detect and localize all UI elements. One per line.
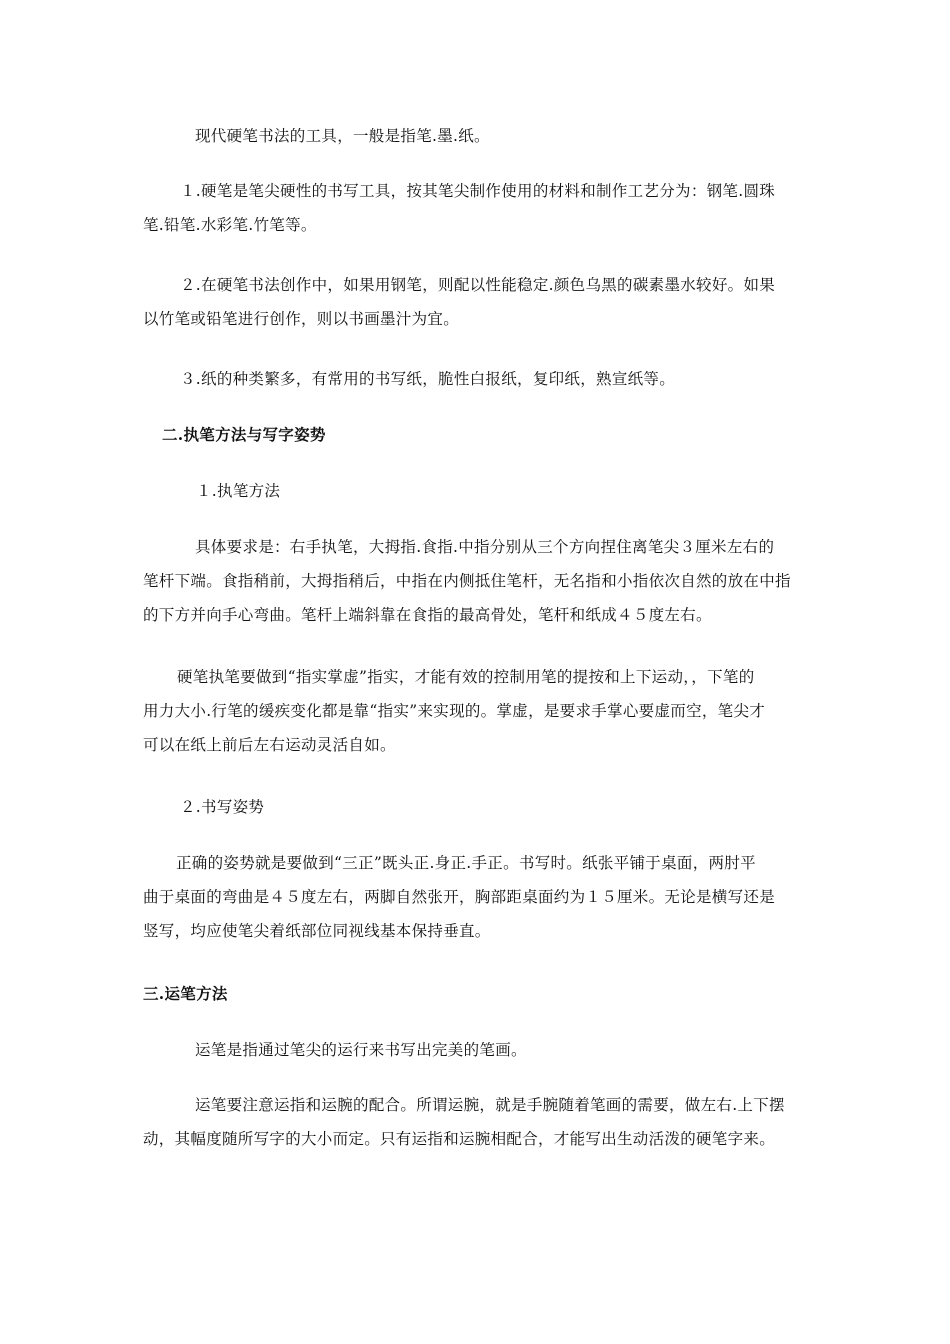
section-2-paragraph-3-line-1: 正确的姿势就是要做到“三正”既头正.身正.手正。书写时。纸张平铺于桌面，两肘平: [176, 854, 756, 872]
section-2-paragraph-2-line-2: 用力大小.行笔的缓疾变化都是靠“指实”来实现的。掌虚，是要求手掌心要虚而空，笔尖才: [143, 702, 766, 720]
section-2-sub-1: [143, 474, 808, 508]
section-2-paragraph-3-line-3: 竖写，均应使笔尖着纸部位同视线基本保持垂直。: [143, 922, 491, 940]
tools-item-3: [143, 362, 808, 396]
tools-item-1: [143, 174, 808, 242]
section-2-paragraph-2: [143, 660, 808, 762]
section-3-paragraph-2: [143, 1088, 808, 1156]
section-2-paragraph-1-line-1: 具体要求是：右手执笔，大拇指.食指.中指分别从三个方向捏住离笔尖３厘米左右的: [195, 538, 775, 556]
section-2-paragraph-1-line-3: 的下方并向手心弯曲。笔杆上端斜靠在食指的最高骨处，笔杆和纸成４５度左右。: [143, 606, 712, 624]
section-3-paragraph-1-line: 运笔是指通过笔尖的运行来书写出完美的笔画。: [195, 1041, 527, 1059]
section-2-paragraph-3: [143, 846, 808, 948]
section-3-paragraph-2-line-1: 运笔要注意运指和运腕的配合。所谓运腕，就是手腕随着笔画的需要，做左右.上下摆: [195, 1096, 785, 1114]
tools-item-1-line-1: １.硬笔是笔尖硬性的书写工具，按其笔尖制作使用的材料和制作工艺分为：钢笔.圆珠: [180, 182, 776, 200]
tools-item-2-line-1: ２.在硬笔书法创作中，如果用钢笔，则配以性能稳定.颜色乌黑的碳素墨水较好。如果: [180, 276, 776, 294]
intro-line: 现代硬笔书法的工具，一般是指笔.墨.纸。: [195, 127, 490, 145]
section-2-paragraph-3-line-2: 曲于桌面的弯曲是４５度左右，两脚自然张开，胸部距桌面约为１５厘米。无论是横写还是: [143, 888, 776, 906]
section-2-paragraph-2-line-1: 硬笔执笔要做到“指实掌虚”指实，才能有效的控制用笔的提按和上下运动，，下笔的: [177, 668, 755, 686]
section-2-paragraph-1-line-2: 笔杆下端。食指稍前，大拇指稍后，中指在内侧抵住笔杆，无名指和小指依次自然的放在中指: [143, 572, 791, 590]
intro-paragraph: [143, 119, 808, 153]
section-3-heading: 三.运笔方法: [143, 984, 228, 1003]
tools-item-1-line-2: 笔.铅笔.水彩笔.竹笔等。: [143, 216, 317, 234]
section-2-sub-2: [143, 790, 808, 824]
tools-item-3-line: ３.纸的种类繁多，有常用的书写纸，脆性白报纸，复印纸，熟宣纸等。: [180, 370, 676, 388]
section-2-paragraph-1: [143, 530, 808, 632]
tools-item-2: [143, 268, 808, 336]
section-2-sub-2-line: ２.书写姿势: [180, 798, 265, 816]
section-3-paragraph-2-line-2: 动，其幅度随所写字的大小而定。只有运指和运腕相配合，才能写出生动活泼的硬笔字来。: [143, 1130, 776, 1148]
tools-item-2-line-2: 以竹笔或铅笔进行创作，则以书画墨汁为宜。: [143, 310, 460, 328]
section-3-paragraph-1: [143, 1033, 808, 1067]
section-2-paragraph-2-line-3: 可以在纸上前后左右运动灵活自如。: [143, 736, 396, 754]
section-2-sub-1-line: １.执笔方法: [196, 482, 281, 500]
section-2-heading: 二.执笔方法与写字姿势: [162, 425, 326, 444]
